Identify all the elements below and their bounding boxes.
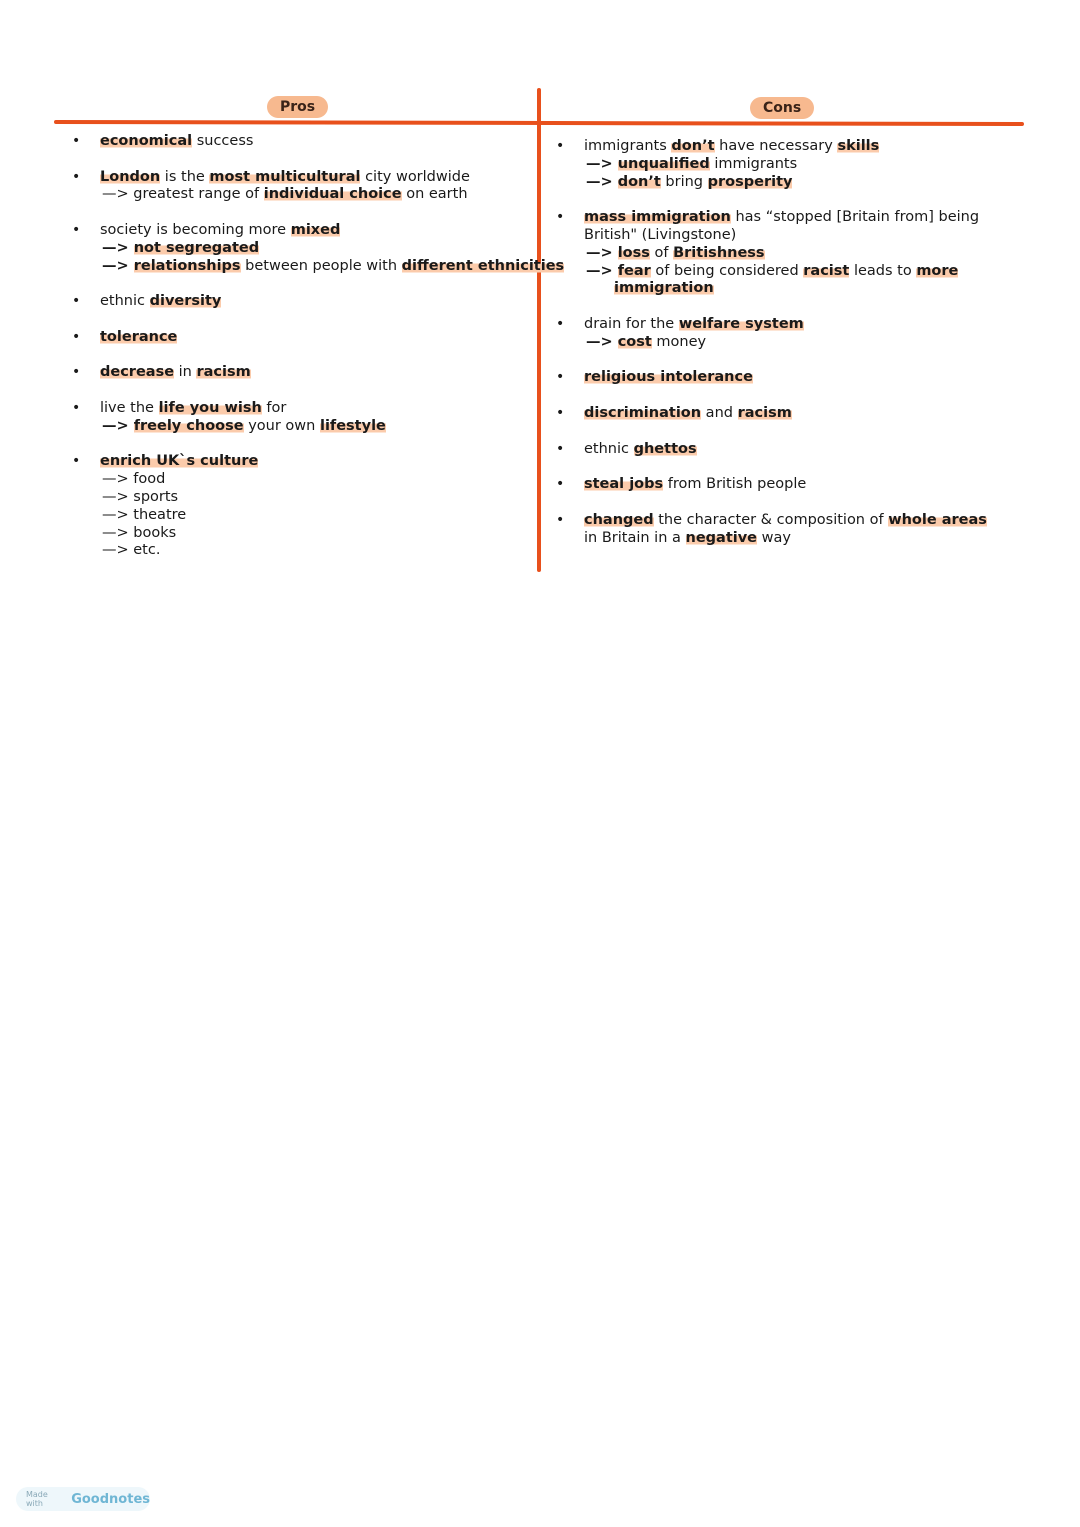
- cons-item: [584, 209, 994, 298]
- goodnotes-brand: Goodnotes: [71, 1491, 150, 1507]
- highlighted-text: most multicultural: [209, 168, 361, 185]
- made-with-label: Made with: [26, 1490, 48, 1508]
- highlighted-text: ghettos: [633, 440, 697, 457]
- pros-sub-point: [100, 240, 530, 258]
- cons-item-text: [584, 138, 994, 156]
- pros-sub-point: [100, 418, 530, 436]
- text-run: —> etc.: [102, 542, 161, 559]
- text-run: in Britain in a: [584, 529, 686, 546]
- text-run: the character & composition of: [653, 511, 889, 528]
- highlighted-text: racism: [196, 364, 251, 381]
- pros-item-text: [100, 293, 530, 311]
- cons-list: [584, 138, 994, 547]
- cons-item: [584, 512, 994, 548]
- text-run: of: [649, 244, 674, 261]
- pros-item: [100, 329, 530, 347]
- highlighted-text: unqualified: [617, 155, 710, 172]
- text-run: from British people: [663, 476, 807, 493]
- highlighted-text: changed: [584, 511, 654, 528]
- pros-item: [100, 169, 530, 205]
- highlighted-text: individual choice: [263, 186, 402, 203]
- highlighted-text: mixed: [290, 221, 341, 238]
- text-run: leads to: [849, 262, 917, 279]
- pros-item: [100, 453, 530, 560]
- highlighted-text: different ethnicities: [401, 257, 565, 274]
- goodnotes-badge: [16, 1487, 150, 1511]
- vertical-divider: [537, 88, 541, 572]
- highlighted-text: freely choose: [133, 417, 244, 434]
- arrow-text: —>: [102, 257, 134, 274]
- text-run: in: [174, 364, 197, 381]
- pros-item-text: [100, 400, 530, 418]
- arrow-text: —>: [102, 417, 134, 434]
- highlighted-text: don’t: [617, 173, 661, 190]
- highlighted-text: racism: [737, 404, 792, 421]
- highlighted-text: tolerance: [100, 328, 178, 345]
- highlighted-text: welfare system: [678, 315, 804, 332]
- text-run: is the: [160, 168, 210, 185]
- pros-list: [100, 133, 565, 560]
- highlighted-text: not segregated: [133, 239, 260, 256]
- text-run: —> books: [102, 524, 177, 541]
- pros-sub-point: [100, 542, 530, 560]
- cons-sub-point: [584, 245, 994, 263]
- highlighted-text: economical: [100, 133, 193, 149]
- highlighted-text: mass immigration: [584, 209, 731, 226]
- cons-item-text: [584, 476, 994, 494]
- cons-sub-point: [584, 156, 994, 174]
- cons-sub-point: [584, 263, 994, 281]
- cons-item-text: [584, 512, 994, 548]
- pros-item-text: [100, 453, 530, 471]
- pros-item: [100, 364, 530, 382]
- text-run: success: [192, 133, 254, 149]
- highlighted-text: religious intolerance: [584, 369, 753, 386]
- text-run: of being considered: [650, 262, 804, 279]
- pros-item: [100, 293, 530, 311]
- cons-item: [584, 405, 994, 423]
- highlighted-text: life you wish: [158, 399, 262, 416]
- text-run: bring: [660, 173, 708, 190]
- pros-item-text: [100, 133, 530, 151]
- text-run: immigrants: [709, 155, 798, 172]
- cons-item-text: [584, 316, 994, 334]
- pros-item: [100, 221, 565, 275]
- cons-column: [584, 138, 994, 565]
- text-run: —> greatest range of: [102, 186, 264, 203]
- pros-item-text: [100, 169, 530, 187]
- highlighted-text: loss: [617, 244, 650, 261]
- cons-header: Cons: [750, 97, 814, 119]
- highlighted-text: don’t: [671, 138, 715, 154]
- text-run: on earth: [401, 186, 468, 203]
- text-run: live the: [100, 399, 159, 416]
- arrow-text: —>: [586, 155, 618, 172]
- highlighted-text: cost: [617, 333, 652, 350]
- highlighted-text: more: [916, 262, 959, 279]
- pros-sub-point: [100, 525, 530, 543]
- pros-item: [100, 133, 530, 151]
- highlighted-text: negative: [685, 529, 758, 546]
- text-run: way: [757, 529, 791, 546]
- cons-item: [584, 369, 994, 387]
- cons-item-text: [584, 405, 994, 423]
- highlighted-text: fear: [617, 262, 651, 279]
- cons-item-text: [584, 369, 994, 387]
- text-run: for: [261, 399, 287, 416]
- highlighted-text: decrease: [100, 364, 175, 381]
- arrow-text: —>: [586, 262, 618, 279]
- highlighted-text: racist: [803, 262, 850, 279]
- text-run: has “stopped [Britain from] being British" (Livingstone): [584, 209, 980, 243]
- arrow-text: —>: [586, 173, 618, 190]
- cons-item: [584, 476, 994, 494]
- text-run: city worldwide: [360, 168, 470, 185]
- pros-sub-point: [100, 489, 530, 507]
- text-run: your own: [243, 417, 320, 434]
- text-run: —> food: [102, 471, 166, 488]
- text-run: ethnic: [584, 440, 634, 457]
- highlighted-text: immigration: [614, 280, 714, 297]
- cons-item-text: [584, 209, 994, 245]
- text-run: society is becoming more: [100, 221, 291, 238]
- pros-item-text: [100, 364, 530, 382]
- text-run: and: [701, 404, 738, 421]
- highlighted-text: skills: [837, 138, 880, 154]
- cons-sub-point: [584, 174, 994, 192]
- highlighted-text: Britishness: [673, 244, 765, 261]
- pros-header: Pros: [267, 96, 328, 118]
- cons-item: [584, 316, 994, 352]
- pros-item: [100, 400, 530, 436]
- pros-sub-point: [100, 507, 530, 525]
- text-run: money: [651, 333, 707, 350]
- highlighted-text: relationships: [133, 257, 241, 274]
- text-run: drain for the: [584, 315, 679, 332]
- highlighted-text: prosperity: [707, 173, 793, 190]
- pros-column: [100, 133, 565, 578]
- text-run: have necessary: [714, 138, 838, 154]
- pros-item-text: [100, 222, 530, 240]
- highlighted-text: diversity: [149, 293, 222, 310]
- cons-sub-point: [584, 280, 994, 298]
- highlighted-text: enrich UK`s culture: [100, 453, 259, 470]
- pros-sub-point: [100, 186, 530, 204]
- arrow-text: —>: [102, 239, 134, 256]
- highlighted-text: steal jobs: [584, 476, 664, 493]
- highlighted-text: lifestyle: [319, 417, 386, 434]
- text-run: ethnic: [100, 293, 150, 310]
- text-run: —> theatre: [102, 506, 187, 523]
- highlighted-text: whole areas: [888, 511, 987, 528]
- arrow-text: —>: [586, 333, 618, 350]
- cons-sub-point: [584, 334, 994, 352]
- highlighted-text: discrimination: [584, 404, 702, 421]
- cons-item-text: [584, 441, 994, 459]
- pros-item-text: [100, 329, 530, 347]
- cons-item: [584, 138, 994, 191]
- text-run: immigrants: [584, 138, 672, 154]
- highlighted-text: London: [100, 168, 161, 185]
- cons-item: [584, 441, 994, 459]
- arrow-text: —>: [586, 244, 618, 261]
- text-run: —> sports: [102, 488, 179, 505]
- text-run: between people with: [240, 257, 402, 274]
- pros-sub-point: [100, 471, 530, 489]
- pros-sub-point: [100, 257, 565, 276]
